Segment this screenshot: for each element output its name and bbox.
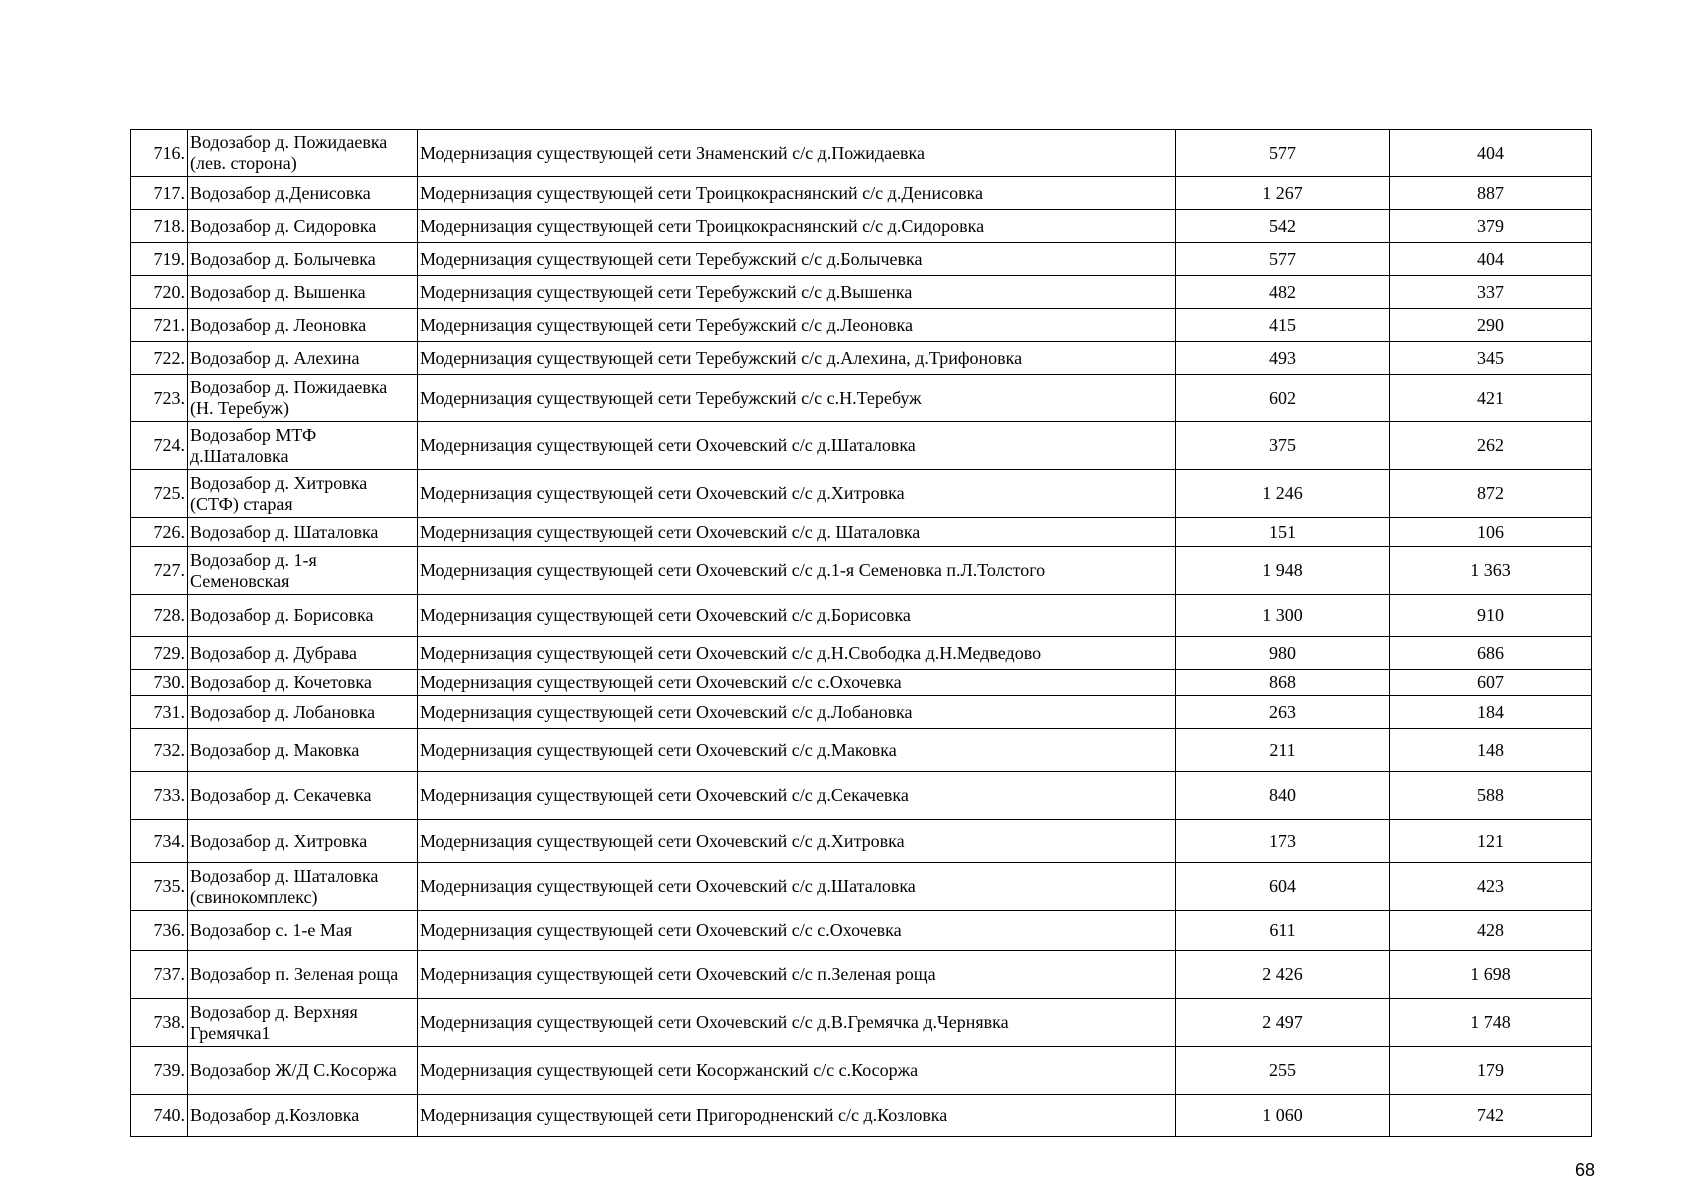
value-1-cell: 602: [1176, 375, 1390, 422]
work-description-cell: Модернизация существующей сети Знаменский с/с д.Пожидаевка: [418, 130, 1176, 177]
value-2-cell: 404: [1390, 130, 1592, 177]
value-1-cell: 415: [1176, 309, 1390, 342]
water-source-cell: Водозабор д. Секачевка: [188, 772, 418, 820]
value-1-cell: 577: [1176, 130, 1390, 177]
table-row: [131, 243, 1592, 276]
water-source-cell: Водозабор д. Пожидаевка (Н. Теребуж): [188, 375, 418, 422]
work-description-cell: Модернизация существующей сети Косоржанский с/с с.Косоржа: [418, 1047, 1176, 1095]
row-number-cell: 729.: [131, 637, 188, 670]
work-description-cell: Модернизация существующей сети Охочевский с/с д. Шаталовка: [418, 518, 1176, 547]
table-row: [131, 422, 1592, 470]
value-2-cell: 121: [1390, 820, 1592, 863]
row-number-cell: 721.: [131, 309, 188, 342]
work-description-cell: Модернизация существующей сети Охочевский с/с с.Охочевка: [418, 911, 1176, 951]
water-source-cell: Водозабор д. Лобановка: [188, 696, 418, 729]
water-source-cell: Водозабор д. Сидоровка: [188, 210, 418, 243]
table-row: [131, 130, 1592, 177]
row-number-cell: 719.: [131, 243, 188, 276]
row-number-cell: 736.: [131, 911, 188, 951]
value-1-cell: 840: [1176, 772, 1390, 820]
row-number-cell: 731.: [131, 696, 188, 729]
value-2-cell: 887: [1390, 177, 1592, 210]
water-source-cell: Водозабор д. Кочетовка: [188, 670, 418, 696]
table-row: [131, 1095, 1592, 1137]
table-row: [131, 210, 1592, 243]
value-2-cell: 742: [1390, 1095, 1592, 1137]
work-description-cell: Модернизация существующей сети Охочевский с/с п.Зеленая роща: [418, 951, 1176, 999]
work-description-cell: Модернизация существующей сети Теребужский с/с д.Леоновка: [418, 309, 1176, 342]
value-2-cell: 404: [1390, 243, 1592, 276]
row-number-cell: 717.: [131, 177, 188, 210]
water-source-cell: Водозабор д. Алехина: [188, 342, 418, 375]
value-1-cell: 611: [1176, 911, 1390, 951]
table-row: [131, 518, 1592, 547]
work-description-cell: Модернизация существующей сети Троицкокраснянский с/с д.Сидоровка: [418, 210, 1176, 243]
table-row: [131, 637, 1592, 670]
value-1-cell: 980: [1176, 637, 1390, 670]
value-2-cell: 1 748: [1390, 999, 1592, 1047]
table-row: [131, 309, 1592, 342]
table-row: [131, 342, 1592, 375]
row-number-cell: 727.: [131, 547, 188, 595]
value-2-cell: 686: [1390, 637, 1592, 670]
value-1-cell: 263: [1176, 696, 1390, 729]
table-row: [131, 1047, 1592, 1095]
value-1-cell: 211: [1176, 729, 1390, 772]
water-source-cell: Водозабор д. 1-я Семеновская: [188, 547, 418, 595]
water-source-cell: Водозабор д. Леоновка: [188, 309, 418, 342]
table-row: [131, 999, 1592, 1047]
value-1-cell: 1 948: [1176, 547, 1390, 595]
value-1-cell: 604: [1176, 863, 1390, 911]
value-2-cell: 1 363: [1390, 547, 1592, 595]
work-description-cell: Модернизация существующей сети Теребужский с/с д.Алехина, д.Трифоновка: [418, 342, 1176, 375]
value-1-cell: 577: [1176, 243, 1390, 276]
work-description-cell: Модернизация существующей сети Охочевский с/с д.1-я Семеновка п.Л.Толстого: [418, 547, 1176, 595]
row-number-cell: 716.: [131, 130, 188, 177]
work-description-cell: Модернизация существующей сети Охочевский с/с д.Н.Свободка д.Н.Медведово: [418, 637, 1176, 670]
row-number-cell: 730.: [131, 670, 188, 696]
row-number-cell: 737.: [131, 951, 188, 999]
table-body: [131, 130, 1592, 1137]
table-row: [131, 729, 1592, 772]
value-2-cell: 262: [1390, 422, 1592, 470]
table-row: [131, 911, 1592, 951]
work-description-cell: Модернизация существующей сети Охочевский с/с д.Борисовка: [418, 595, 1176, 637]
work-description-cell: Модернизация существующей сети Охочевский с/с с.Охочевка: [418, 670, 1176, 696]
table-row: [131, 951, 1592, 999]
value-2-cell: 607: [1390, 670, 1592, 696]
table-row: [131, 863, 1592, 911]
table-row: [131, 820, 1592, 863]
value-2-cell: 428: [1390, 911, 1592, 951]
row-number-cell: 725.: [131, 470, 188, 518]
value-2-cell: 106: [1390, 518, 1592, 547]
work-description-cell: Модернизация существующей сети Троицкокраснянский с/с д.Денисовка: [418, 177, 1176, 210]
value-1-cell: 173: [1176, 820, 1390, 863]
work-description-cell: Модернизация существующей сети Охочевский с/с д.Шаталовка: [418, 863, 1176, 911]
value-1-cell: 482: [1176, 276, 1390, 309]
page-number: 68: [1574, 1160, 1595, 1180]
table-row: [131, 595, 1592, 637]
table-row: [131, 772, 1592, 820]
row-number-cell: 722.: [131, 342, 188, 375]
table-row: [131, 177, 1592, 210]
work-description-cell: Модернизация существующей сети Охочевский с/с д.Секачевка: [418, 772, 1176, 820]
work-description-cell: Модернизация существующей сети Пригородненский с/с д.Козловка: [418, 1095, 1176, 1137]
water-source-cell: Водозабор д. Дубрава: [188, 637, 418, 670]
water-source-cell: Водозабор д. Хитровка (СТФ) старая: [188, 470, 418, 518]
row-number-cell: 728.: [131, 595, 188, 637]
table-row: [131, 696, 1592, 729]
value-1-cell: 2 497: [1176, 999, 1390, 1047]
water-source-cell: Водозабор д. Маковка: [188, 729, 418, 772]
row-number-cell: 739.: [131, 1047, 188, 1095]
row-number-cell: 723.: [131, 375, 188, 422]
value-1-cell: 868: [1176, 670, 1390, 696]
value-2-cell: 872: [1390, 470, 1592, 518]
value-1-cell: 1 300: [1176, 595, 1390, 637]
work-description-cell: Модернизация существующей сети Охочевский с/с д.В.Гремячка д.Чернявка: [418, 999, 1176, 1047]
water-source-cell: Водозабор д. Вышенка: [188, 276, 418, 309]
value-1-cell: 375: [1176, 422, 1390, 470]
row-number-cell: 718.: [131, 210, 188, 243]
water-source-cell: Водозабор д. Борисовка: [188, 595, 418, 637]
water-source-cell: Водозабор Ж/Д С.Косоржа: [188, 1047, 418, 1095]
water-source-cell: Водозабор д.Денисовка: [188, 177, 418, 210]
value-2-cell: 379: [1390, 210, 1592, 243]
work-description-cell: Модернизация существующей сети Охочевский с/с д.Хитровка: [418, 470, 1176, 518]
work-description-cell: Модернизация существующей сети Охочевский с/с д.Маковка: [418, 729, 1176, 772]
water-source-cell: Водозабор п. Зеленая роща: [188, 951, 418, 999]
water-source-cell: Водозабор МТФ д.Шаталовка: [188, 422, 418, 470]
water-source-cell: Водозабор д. Верхняя Гремячка1: [188, 999, 418, 1047]
row-number-cell: 733.: [131, 772, 188, 820]
value-1-cell: 255: [1176, 1047, 1390, 1095]
value-2-cell: 1 698: [1390, 951, 1592, 999]
work-description-cell: Модернизация существующей сети Охочевский с/с д.Лобановка: [418, 696, 1176, 729]
water-source-cell: Водозабор с. 1-е Мая: [188, 911, 418, 951]
value-2-cell: 184: [1390, 696, 1592, 729]
value-1-cell: 1 246: [1176, 470, 1390, 518]
table-row: [131, 470, 1592, 518]
row-number-cell: 734.: [131, 820, 188, 863]
value-2-cell: 588: [1390, 772, 1592, 820]
table-row: [131, 276, 1592, 309]
value-2-cell: 423: [1390, 863, 1592, 911]
water-source-cell: Водозабор д. Шаталовка (свинокомплекс): [188, 863, 418, 911]
value-1-cell: 1 267: [1176, 177, 1390, 210]
value-2-cell: 910: [1390, 595, 1592, 637]
water-source-cell: Водозабор д. Пожидаевка (лев. сторона): [188, 130, 418, 177]
value-1-cell: 1 060: [1176, 1095, 1390, 1137]
row-number-cell: 732.: [131, 729, 188, 772]
row-number-cell: 726.: [131, 518, 188, 547]
row-number-cell: 738.: [131, 999, 188, 1047]
water-source-cell: Водозабор д. Болычевка: [188, 243, 418, 276]
water-source-cell: Водозабор д. Шаталовка: [188, 518, 418, 547]
value-2-cell: 337: [1390, 276, 1592, 309]
water-source-cell: Водозабор д. Хитровка: [188, 820, 418, 863]
work-description-cell: Модернизация существующей сети Охочевский с/с д.Хитровка: [418, 820, 1176, 863]
value-1-cell: 542: [1176, 210, 1390, 243]
row-number-cell: 720.: [131, 276, 188, 309]
value-1-cell: 151: [1176, 518, 1390, 547]
value-2-cell: 179: [1390, 1047, 1592, 1095]
value-1-cell: 493: [1176, 342, 1390, 375]
table-row: [131, 375, 1592, 422]
value-2-cell: 421: [1390, 375, 1592, 422]
value-2-cell: 290: [1390, 309, 1592, 342]
row-number-cell: 735.: [131, 863, 188, 911]
water-source-cell: Водозабор д.Козловка: [188, 1095, 418, 1137]
row-number-cell: 724.: [131, 422, 188, 470]
value-2-cell: 345: [1390, 342, 1592, 375]
value-1-cell: 2 426: [1176, 951, 1390, 999]
table-row: [131, 670, 1592, 696]
table-row: [131, 547, 1592, 595]
value-2-cell: 148: [1390, 729, 1592, 772]
work-description-cell: Модернизация существующей сети Теребужский с/с д.Вышенка: [418, 276, 1176, 309]
water-intake-table: [130, 129, 1592, 1137]
work-description-cell: Модернизация существующей сети Охочевский с/с д.Шаталовка: [418, 422, 1176, 470]
work-description-cell: Модернизация существующей сети Теребужский с/с д.Болычевка: [418, 243, 1176, 276]
row-number-cell: 740.: [131, 1095, 188, 1137]
work-description-cell: Модернизация существующей сети Теребужский с/с с.Н.Теребуж: [418, 375, 1176, 422]
